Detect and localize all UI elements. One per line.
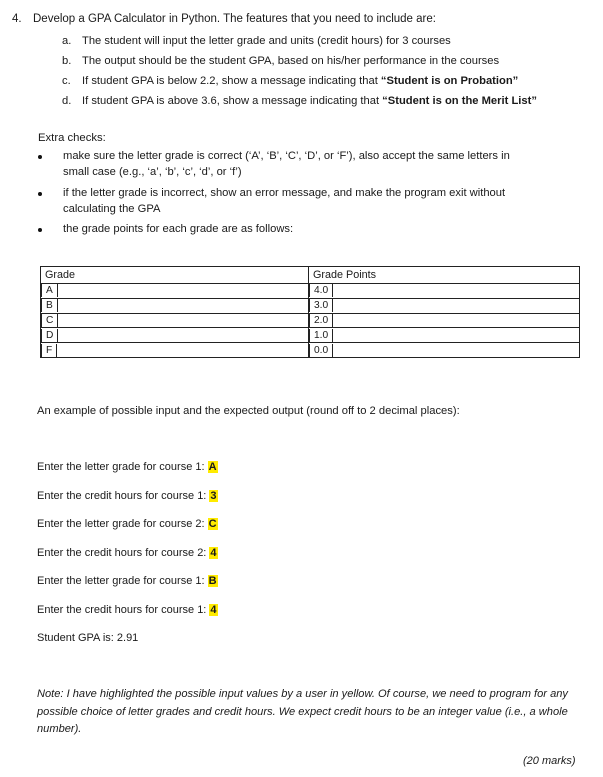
example-prompt: Enter the credit hours for course 2: <box>37 547 210 559</box>
feature-label: a. <box>62 35 72 47</box>
table-row <box>41 343 580 358</box>
table-header-row <box>41 267 580 284</box>
feature-label: b. <box>62 55 72 67</box>
grade-points-cell: 3.0 <box>309 299 333 312</box>
example-prompt: Enter the letter grade for course 2: <box>37 518 208 530</box>
example-input-highlight: 4 <box>210 547 217 559</box>
note-text: Note: I have highlighted the possible input values by a user in yellow. Of course, we need to program for any possible choice of letter grades and credit hours. We expect credit hours to be an integer value (i.e., a whole number). <box>37 688 568 735</box>
example-input-highlight: B <box>208 575 217 587</box>
example-result: Student GPA is: 2.91 <box>37 632 139 644</box>
example-line <box>37 575 218 587</box>
bullet-text-line: the grade points for each grade are as follows: <box>63 223 294 235</box>
feature-text: If student GPA is above 3.6, show a message indicating that <box>82 95 383 107</box>
table-row <box>41 298 580 313</box>
example-input-highlight: C <box>208 518 217 530</box>
example-prompt: Enter the letter grade for course 1: <box>37 461 208 473</box>
bullet-text-line: small case (e.g., ‘a’, ‘b’, ‘c’, ‘d’, or ‘f’) <box>63 165 242 178</box>
grade-points-table <box>40 266 580 358</box>
bullet-icon <box>38 155 42 159</box>
grade-cell: F <box>41 344 57 357</box>
grade-cell: C <box>41 314 58 327</box>
grade-points-cell: 0.0 <box>309 344 333 357</box>
probation-message: “Student is on Probation” <box>380 75 519 87</box>
grade-points-cell: 2.0 <box>309 314 333 327</box>
feature-text: If student GPA is below 2.2, show a message indicating that <box>82 75 381 87</box>
grade-cell: D <box>41 329 58 342</box>
example-prompt: Enter the credit hours for course 1: <box>37 490 210 502</box>
bullet-text-line: if the letter grade is incorrect, show an error message, and make the program exit without <box>63 187 506 199</box>
merit-message: “Student is on the Merit List” <box>382 95 537 107</box>
question-number: 4. <box>12 13 22 25</box>
table-row <box>41 313 580 328</box>
bullet-icon <box>38 228 42 232</box>
example-input-highlight: A <box>208 461 217 473</box>
feature-label: c. <box>62 75 71 87</box>
example-line <box>37 604 218 616</box>
table-header-cell: Grade <box>41 267 309 284</box>
extra-checks-title: Extra checks: <box>38 132 106 144</box>
grade-cell: B <box>41 299 58 312</box>
table-header-cell: Grade Points <box>309 267 580 284</box>
example-input-highlight: 3 <box>210 490 217 502</box>
example-title: An example of possible input and the expected output (round off to 2 decimal places): <box>37 405 460 417</box>
example-prompt: Enter the letter grade for course 1: <box>37 575 208 587</box>
bullet-text-line: calculating the GPA <box>63 202 161 215</box>
question-intro: Develop a GPA Calculator in Python. The features that you need to include are: <box>33 13 436 25</box>
grade-cell: A <box>41 284 58 297</box>
example-prompt: Enter the credit hours for course 1: <box>37 604 210 616</box>
bullet-text-line: make sure the letter grade is correct (‘A’, ‘B’, ‘C’, ‘D’, or ‘F’), also accept the same letters in <box>63 150 510 162</box>
example-line <box>37 547 218 559</box>
feature-label: d. <box>62 95 72 107</box>
grade-points-cell: 4.0 <box>309 284 333 297</box>
example-input-highlight: 4 <box>210 604 217 616</box>
table-row <box>41 328 580 343</box>
table-row <box>41 284 580 299</box>
bullet-icon <box>38 192 42 196</box>
feature-text: The student will input the letter grade and units (credit hours) for 3 courses <box>82 35 451 47</box>
grade-points-cell: 1.0 <box>309 329 333 342</box>
example-line <box>37 518 218 530</box>
example-line <box>37 490 218 502</box>
example-line <box>37 461 218 473</box>
marks-label: (20 marks) <box>523 755 576 767</box>
feature-text: The output should be the student GPA, based on his/her performance in the courses <box>82 55 500 67</box>
